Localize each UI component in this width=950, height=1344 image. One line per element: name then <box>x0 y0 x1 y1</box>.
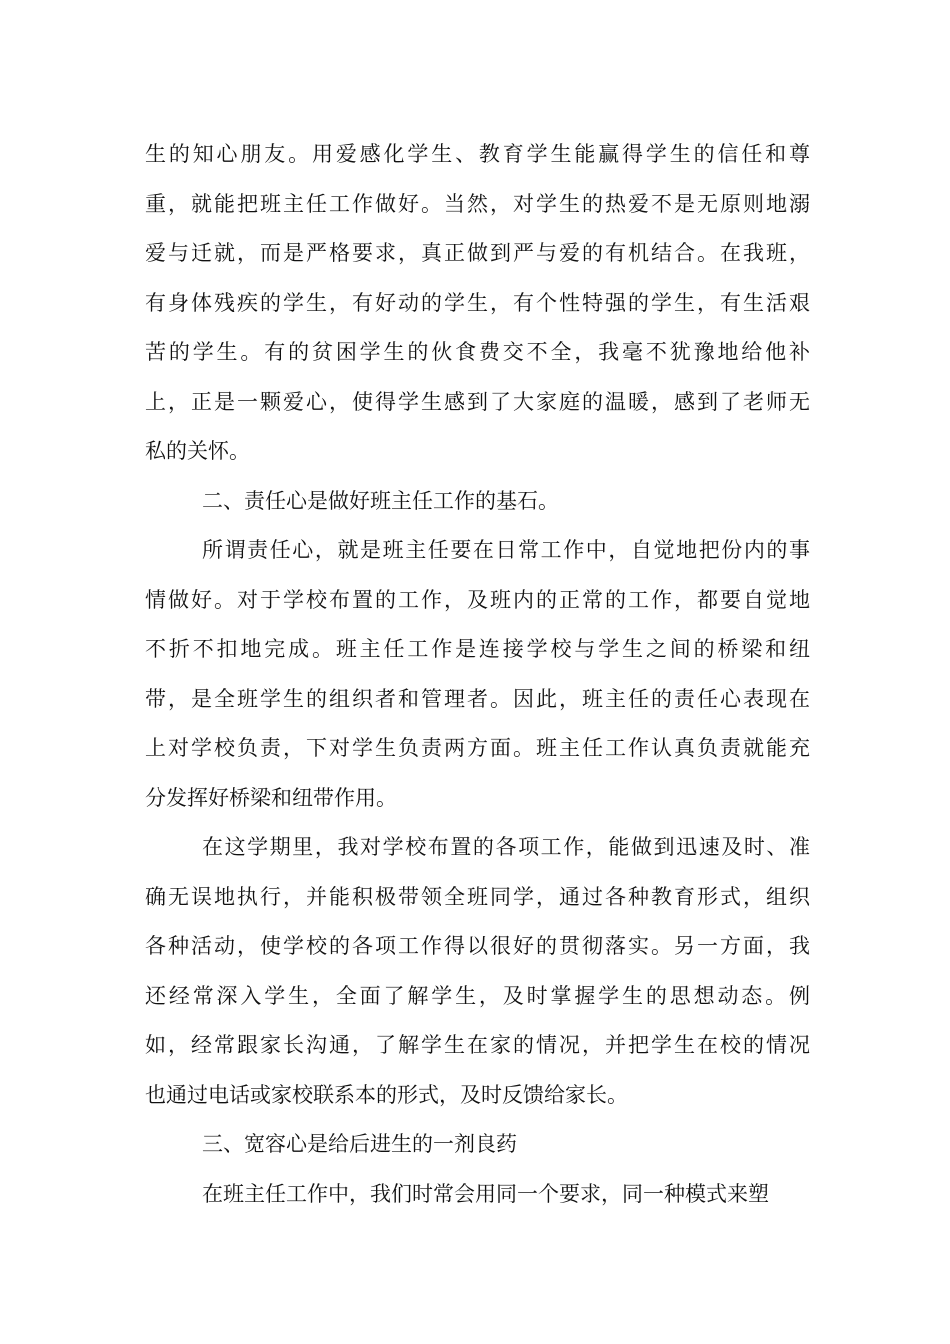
text-line: 二、责任心是做好班主任工作的基石。 <box>202 488 559 513</box>
text-line: 各种活动，使学校的各项工作得以很好的贯彻落实。另一方面，我 <box>145 934 810 958</box>
paragraph <box>145 1120 810 1170</box>
text-line: 在这学期里，我对学校布置的各项工作，能做到迅速及时、准 <box>202 835 810 859</box>
text-line: 分发挥好桥梁和纽带作用。 <box>145 785 397 810</box>
text-line: 如，经常跟家长沟通，了解学生在家的情况，并把学生在校的情况 <box>145 1033 810 1057</box>
text-line: 所谓责任心，就是班主任要在日常工作中，自觉地把份内的事 <box>202 538 810 562</box>
paragraph <box>145 1170 810 1220</box>
text-line: 爱与迁就，而是严格要求，真正做到严与爱的有机结合。在我班， <box>145 241 810 265</box>
text-line: 在班主任工作中，我们时常会用同一个要求，同一种模式来塑 <box>202 1181 769 1206</box>
text-line: 生的知心朋友。用爱感化学生、教育学生能赢得学生的信任和尊 <box>145 142 810 166</box>
text-line: 也通过电话或家校联系本的形式，及时反馈给家长。 <box>145 1082 628 1107</box>
document-body <box>145 130 810 1219</box>
text-line: 苦的学生。有的贫困学生的伙食费交不全，我毫不犹豫地给他补 <box>145 340 810 364</box>
paragraph <box>145 526 810 823</box>
text-line: 三、宽容心是给后进生的一剂良药 <box>202 1132 517 1156</box>
text-line: 情做好。对于学校布置的工作，及班内的正常的工作，都要自觉地 <box>145 587 810 612</box>
text-line: 有身体残疾的学生，有好动的学生，有个性特强的学生，有生活艰 <box>145 290 810 315</box>
text-line: 上，正是一颗爱心，使得学生感到了大家庭的温暖，感到了老师无 <box>145 389 810 414</box>
paragraph <box>145 477 810 527</box>
text-line: 确无误地执行，并能积极带领全班同学，通过各种教育形式，组织 <box>145 884 810 909</box>
paragraph <box>145 823 810 1120</box>
text-line: 带，是全班学生的组织者和管理者。因此，班主任的责任心表现在 <box>145 686 810 711</box>
text-line: 不折不扣地完成。班主任工作是连接学校与学生之间的桥梁和纽 <box>145 637 810 661</box>
text-line: 还经常深入学生，全面了解学生，及时掌握学生的思想动态。例 <box>145 983 810 1008</box>
paragraph <box>145 130 810 477</box>
text-line: 私的关怀。 <box>145 439 250 463</box>
text-line: 重，就能把班主任工作做好。当然，对学生的热爱不是无原则地溺 <box>145 191 810 216</box>
text-line: 上对学校负责，下对学生负责两方面。班主任工作认真负责就能充 <box>145 736 810 760</box>
